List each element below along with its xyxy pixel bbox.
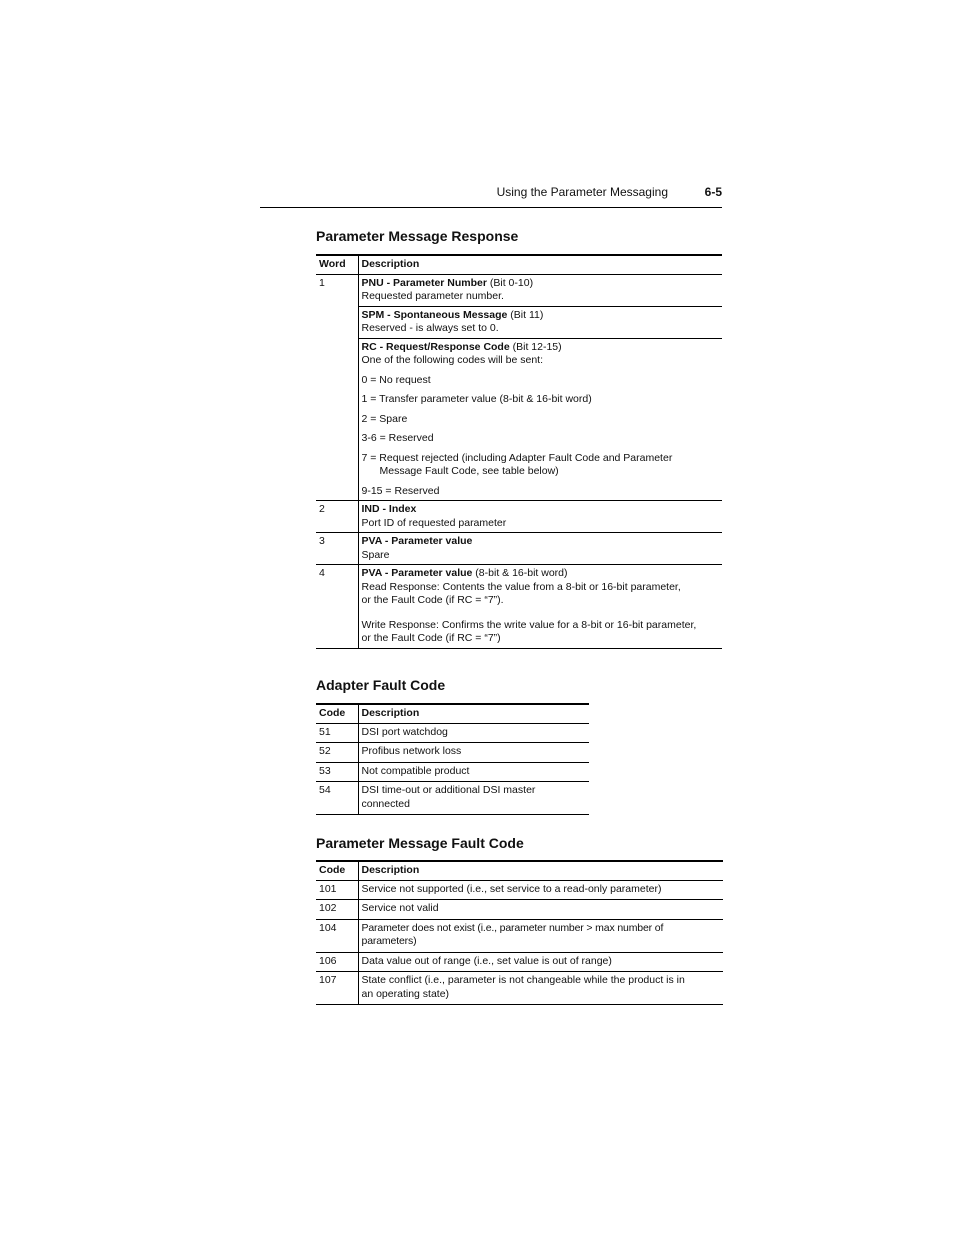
- rc-code-item: 2 = Spare: [361, 412, 408, 425]
- read-response-line: or the Fault Code (if RC = “7”).: [361, 594, 504, 606]
- code-cell: 53: [316, 762, 358, 782]
- field-name: RC - Request/Response Code: [361, 340, 510, 353]
- table-row: [316, 743, 589, 763]
- table-row: [316, 762, 589, 782]
- response-heading: Parameter Message Response: [316, 228, 519, 244]
- table-row: [316, 533, 722, 565]
- field-bits: (Bit 12-15): [509, 340, 562, 353]
- field-name: SPM - Spontaneous Message: [361, 308, 508, 321]
- code-cell: 102: [316, 900, 358, 920]
- field-desc: One of the following codes will be sent:: [361, 354, 544, 366]
- code-cell: 51: [316, 723, 358, 743]
- code-cell: 52: [316, 743, 358, 763]
- field-desc: Spare: [361, 548, 390, 561]
- field-name: PVA - Parameter value: [361, 535, 473, 547]
- rc-code-item: 0 = No request: [361, 373, 431, 386]
- code-cell: 107: [316, 972, 358, 1005]
- col-desc-header: Description: [358, 704, 589, 723]
- desc-cell: DSI time-out or additional DSI master connected: [358, 782, 589, 815]
- desc-cell: Profibus network loss: [358, 743, 589, 763]
- col-code-header: Code: [316, 861, 358, 880]
- write-response-line: or the Fault Code (if RC = “7”): [361, 632, 501, 644]
- table-row: [316, 782, 589, 815]
- param-fault-table: [316, 860, 723, 1005]
- table-header-row: [316, 255, 722, 274]
- word-cell: 4: [316, 565, 358, 649]
- table-row: [316, 952, 723, 972]
- desc-cell: Not compatible product: [358, 762, 589, 782]
- adapter-fault-heading: Adapter Fault Code: [316, 677, 446, 693]
- field-name: IND - Index: [361, 503, 417, 515]
- field-desc: Requested parameter number.: [361, 290, 504, 302]
- table-row: [316, 723, 589, 743]
- field-bits: (Bit 11): [507, 308, 544, 321]
- table-row: [316, 565, 722, 649]
- desc-cell: [358, 501, 722, 533]
- code-cell: 106: [316, 952, 358, 972]
- page-number: 6-5: [704, 185, 722, 199]
- word-cell: 2: [316, 501, 358, 533]
- code-cell: 54: [316, 782, 358, 815]
- adapter-fault-table: [316, 703, 589, 815]
- rc-code-item: 9-15 = Reserved: [361, 484, 440, 497]
- field-name: PVA - Parameter value: [361, 567, 473, 579]
- write-response-line: Write Response: Confirms the write value for a 8-bit or 16-bit parameter,: [361, 618, 697, 631]
- table-header-row: [316, 704, 589, 723]
- field-name: PNU - Parameter Number: [361, 276, 487, 289]
- rc-code-item: 3-6 = Reserved: [361, 432, 434, 444]
- code-cell: 101: [316, 880, 358, 900]
- rc-code-item: 7 = Request rejected (including Adapter Fault Code and Parameter Message Fault Code, see table below): [361, 451, 673, 477]
- table-row: [316, 501, 722, 533]
- desc-cell: DSI port watchdog: [358, 723, 589, 743]
- running-header: [260, 185, 722, 208]
- table-header-row: [316, 861, 723, 880]
- word-cell: 1: [316, 274, 358, 501]
- field-bits: (8-bit & 16-bit word): [472, 567, 568, 579]
- table-row: [316, 880, 723, 900]
- desc-cell: [358, 533, 722, 565]
- section-title: Using the Parameter Messaging: [496, 185, 668, 199]
- rc-code-item: 1 = Transfer parameter value (8-bit & 16-bit word): [361, 393, 592, 405]
- table-row: [316, 338, 722, 501]
- desc-cell: Data value out of range (i.e., set value is out of range): [358, 952, 723, 972]
- param-fault-heading: Parameter Message Fault Code: [316, 835, 524, 851]
- col-code-header: Code: [316, 704, 358, 723]
- desc-cell: Parameter does not exist (i.e., parameter number > max number of parameters): [358, 919, 723, 952]
- word-cell: 3: [316, 533, 358, 565]
- table-row: [316, 306, 722, 338]
- table-row: [316, 972, 723, 1005]
- col-word-header: Word: [316, 255, 358, 274]
- desc-cell: Service not valid: [358, 900, 723, 920]
- desc-cell: Service not supported (i.e., set service to a read-only parameter): [358, 880, 723, 900]
- desc-cell: [358, 274, 722, 306]
- col-desc-header: Description: [358, 255, 722, 274]
- desc-cell: [358, 306, 722, 338]
- field-desc: Port ID of requested parameter: [361, 516, 507, 529]
- col-desc-header: Description: [358, 861, 723, 880]
- response-table: [316, 254, 722, 649]
- desc-cell: [358, 338, 722, 501]
- desc-cell: State conflict (i.e., parameter is not changeable while the product is in an operating state): [358, 972, 723, 1005]
- table-row: [316, 900, 723, 920]
- code-cell: 104: [316, 919, 358, 952]
- table-row: [316, 919, 723, 952]
- field-desc: Reserved - is always set to 0.: [361, 322, 499, 334]
- field-bits: (Bit 0-10): [486, 276, 534, 289]
- desc-cell: [358, 565, 722, 649]
- read-response-line: Read Response: Contents the value from a 8-bit or 16-bit parameter,: [361, 580, 681, 593]
- table-row: [316, 274, 722, 306]
